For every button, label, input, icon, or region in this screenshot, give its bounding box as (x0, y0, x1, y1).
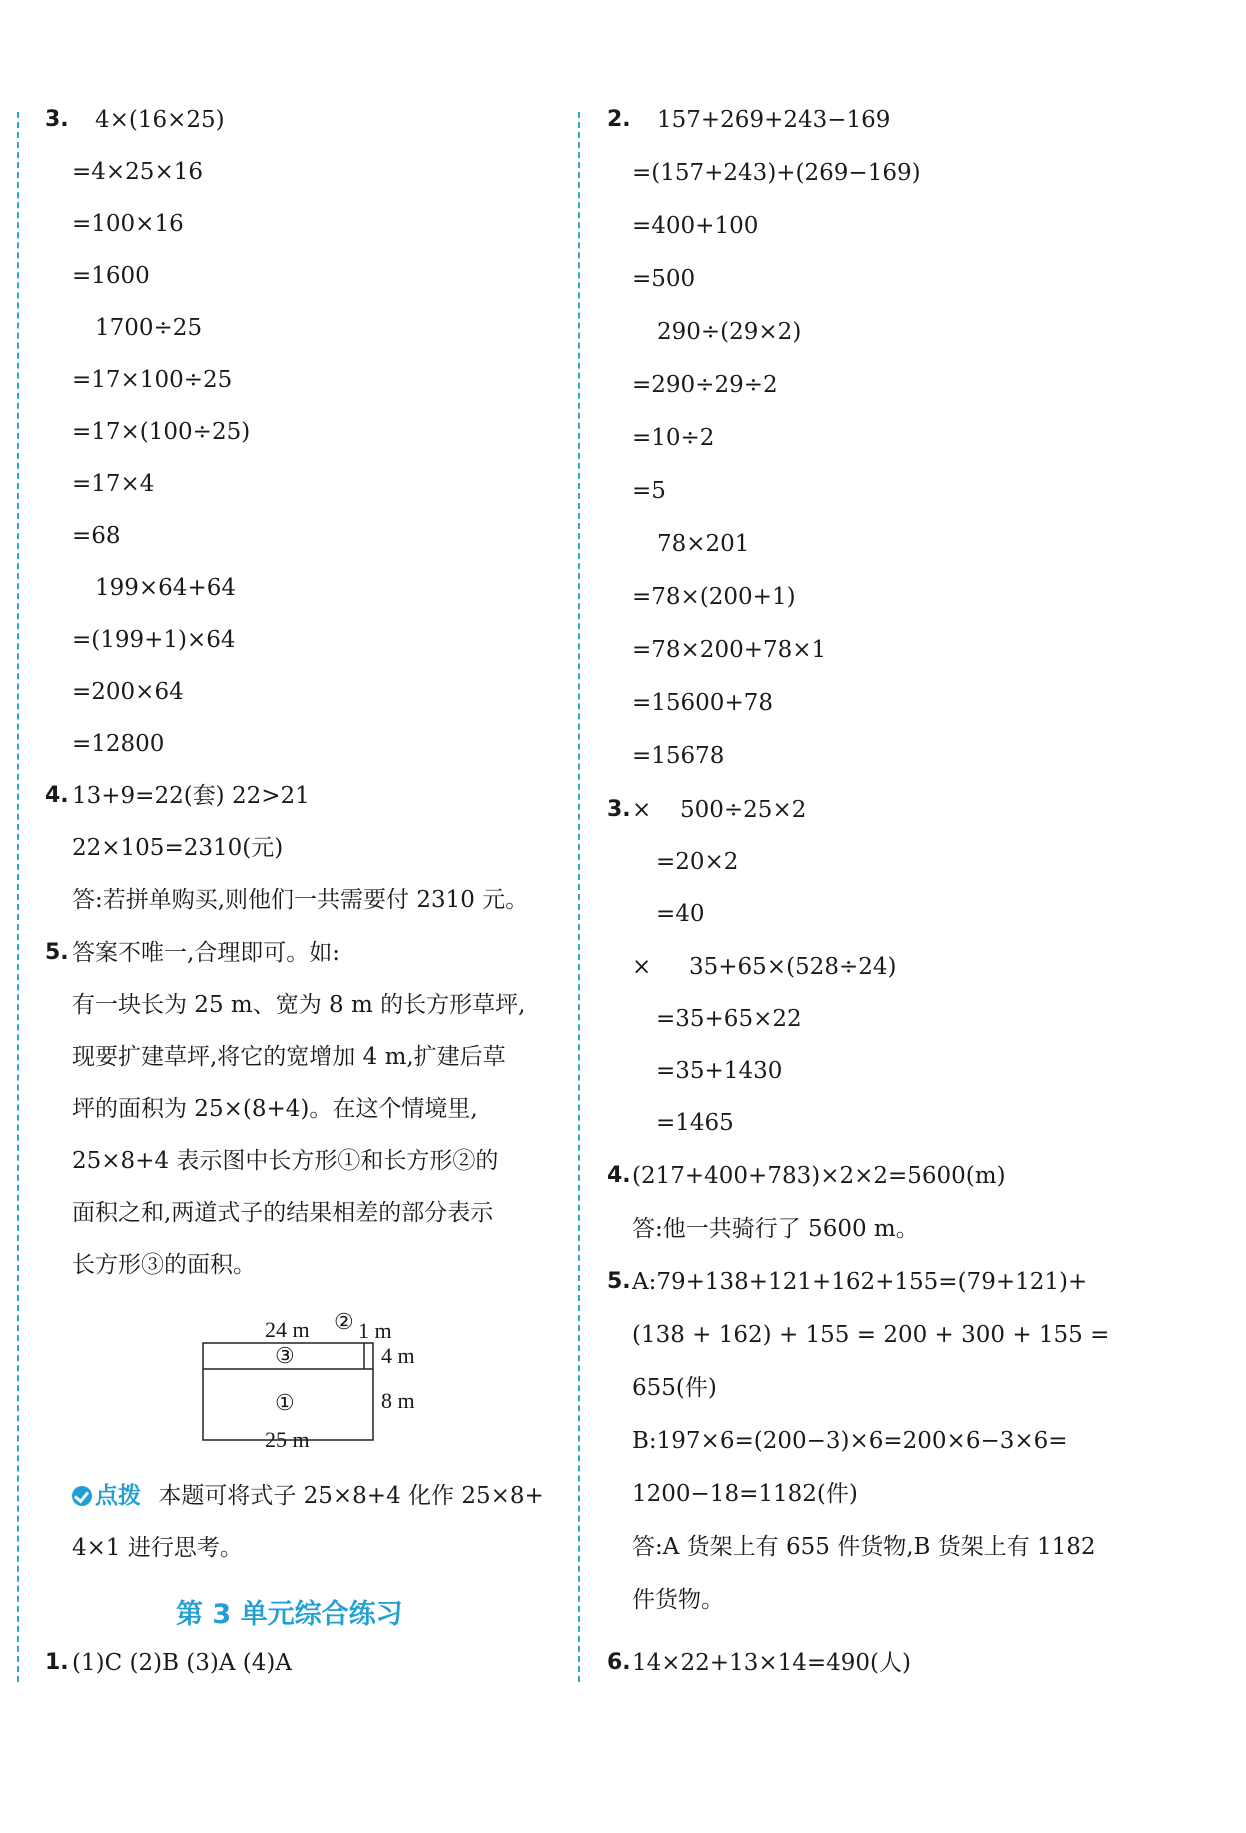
answer-statement: 件货物。 (632, 1587, 724, 1613)
step-line: 78×201 (657, 531, 750, 557)
answer-line: (1)C (2)B (3)A (4)A (72, 1650, 292, 1676)
answer-line: (217+400+783)×2×2=5600(m) (632, 1163, 1006, 1189)
answer-line: 22×105=2310(元) (72, 835, 284, 861)
explanation-line: 答案不唯一,合理即可。如: (72, 940, 341, 966)
center-column-divider (578, 112, 580, 1682)
step-line: =17×4 (72, 471, 155, 497)
answer-statement: 答:若拼单购买,则他们一共需要付 2310 元。 (72, 887, 529, 913)
label-1m: 1 m (358, 1318, 392, 1343)
answer-line: 14×22+13×14=490(人) (632, 1650, 911, 1676)
wrong-mark: × (632, 797, 652, 823)
question-number: 6. (607, 1650, 631, 1675)
question-number: 4. (45, 783, 69, 808)
explanation-line: 长方形③的面积。 (72, 1252, 256, 1278)
label-8m: 8 m (381, 1388, 415, 1413)
step-line: =35+65×22 (656, 1006, 802, 1032)
answer-line: A:79+138+121+162+155=(79+121)+ (632, 1269, 1088, 1295)
rectangle-diagram (195, 1305, 435, 1455)
step-line: 35+65×(528÷24) (689, 954, 897, 980)
step-line: =400+100 (632, 213, 759, 239)
explanation-line: 现要扩建草坪,将它的宽增加 4 m,扩建后草 (72, 1044, 506, 1070)
step-line: =1600 (72, 263, 150, 289)
step-line: 290÷(29×2) (657, 319, 802, 345)
step-line: 1700÷25 (95, 315, 203, 341)
question-number: 3. (607, 797, 631, 822)
label-4m: 4 m (381, 1343, 415, 1368)
answer-line: 1200−18=1182(件) (632, 1481, 858, 1507)
question-number: 1. (45, 1650, 69, 1675)
step-line: =(199+1)×64 (72, 627, 236, 653)
tip-text: 本题可将式子 25×8+4 化作 25×8+ (158, 1483, 544, 1509)
question-number: 5. (45, 940, 69, 965)
question-number: 2. (607, 107, 631, 132)
step-line: =290÷29÷2 (632, 372, 778, 398)
answer-statement: 答:他一共骑行了 5600 m。 (632, 1216, 919, 1242)
wrong-mark: × (632, 954, 652, 980)
question-number: 3. (45, 107, 69, 132)
step-line: =40 (656, 901, 705, 927)
step-line: =200×64 (72, 679, 184, 705)
step-line: =10÷2 (632, 425, 715, 451)
label-24m: 24 m (265, 1317, 310, 1342)
answer-line: 13+9=22(套) 22>21 (72, 783, 310, 809)
answer-statement: 答:A 货架上有 655 件货物,B 货架上有 1182 (632, 1534, 1096, 1560)
explanation-line: 面积之和,两道式子的结果相差的部分表示 (72, 1200, 494, 1226)
step-line: =68 (72, 523, 121, 549)
label-25m: 25 m (265, 1427, 310, 1452)
step-line: =20×2 (656, 849, 739, 875)
step-line: =17×(100÷25) (72, 419, 251, 445)
step-line: =500 (632, 266, 696, 292)
answer-line: (138 + 162) + 155 = 200 + 300 + 155 = (632, 1322, 1110, 1348)
checkmark-icon (72, 1486, 92, 1506)
step-line: =12800 (72, 731, 165, 757)
region-3-marker: ③ (275, 1343, 295, 1368)
step-line: 199×64+64 (95, 575, 236, 601)
region-2-marker: ② (334, 1309, 354, 1334)
tip-line: 4×1 进行思考。 (72, 1535, 243, 1561)
answer-line: B:197×6=(200−3)×6=200×6−3×6= (632, 1428, 1068, 1454)
step-line: =15678 (632, 743, 725, 769)
section-title: 第 3 单元综合练习 (176, 1599, 403, 1630)
explanation-line: 25×8+4 表示图中长方形①和长方形②的 (72, 1148, 499, 1174)
step-line: =1465 (656, 1110, 734, 1136)
step-line: =35+1430 (656, 1058, 783, 1084)
region-1-marker: ① (275, 1390, 295, 1415)
step-line: 4×(16×25) (95, 107, 225, 133)
tip-label: 点拨 (95, 1483, 141, 1509)
tip-line (72, 1481, 544, 1511)
answer-line: 655(件) (632, 1375, 717, 1401)
step-line: =78×(200+1) (632, 584, 796, 610)
step-line: =17×100÷25 (72, 367, 233, 393)
step-line: =15600+78 (632, 690, 773, 716)
explanation-line: 有一块长为 25 m、宽为 8 m 的长方形草坪, (72, 992, 526, 1018)
step-line: =(157+243)+(269−169) (632, 160, 921, 186)
rectangle-figure (195, 1305, 435, 1455)
step-line: =78×200+78×1 (632, 637, 827, 663)
step-line: 500÷25×2 (680, 797, 807, 823)
question-number: 4. (607, 1163, 631, 1188)
left-margin-divider (17, 112, 19, 1682)
question-number: 5. (607, 1269, 631, 1294)
step-line: =100×16 (72, 211, 184, 237)
step-line: =5 (632, 478, 666, 504)
step-line: =4×25×16 (72, 159, 203, 185)
explanation-line: 坪的面积为 25×(8+4)。在这个情境里, (72, 1096, 478, 1122)
step-line: 157+269+243−169 (657, 107, 891, 133)
